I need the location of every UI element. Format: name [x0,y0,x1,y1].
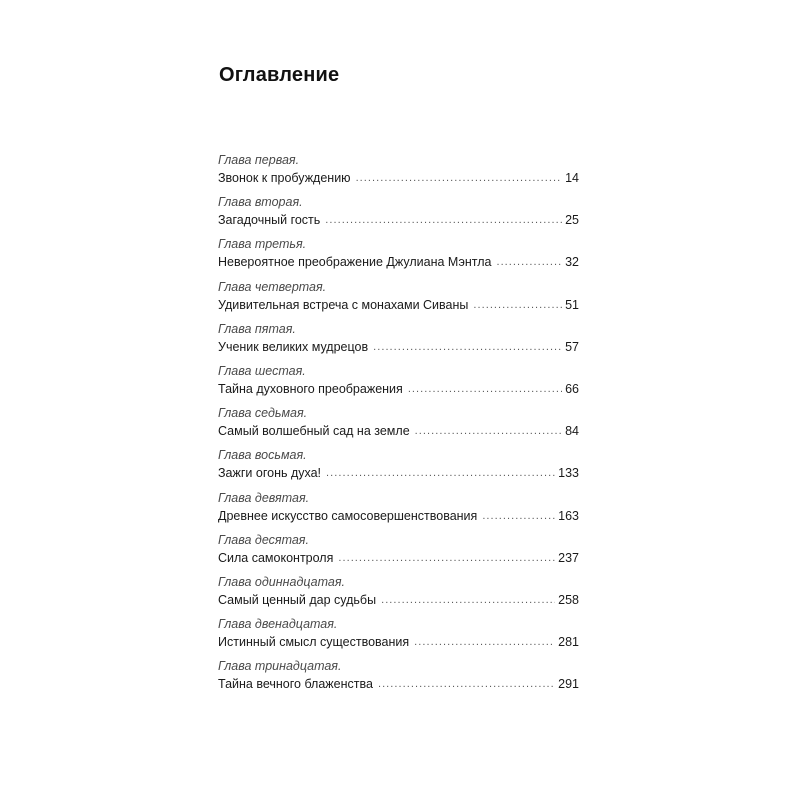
dot-leader [408,379,562,399]
toc-entry [218,405,579,447]
chapter-title: Сила самоконтроля [218,550,334,565]
dot-leader [482,506,555,526]
chapter-label: Глава седьмая. [218,406,308,421]
toc-entry [218,490,579,532]
chapter-title: Древнее искусство самосовершенствования [218,508,478,523]
toc-entry [218,532,579,574]
chapter-title: Ученик великих мудрецов [218,339,369,354]
dot-leader [473,295,562,315]
dot-leader [356,168,563,188]
table-of-contents [218,152,579,700]
chapter-label: Глава шестая. [218,363,306,378]
chapter-title: Невероятное преображение Джулиана Мэнтла [218,255,492,270]
dot-leader [496,252,562,272]
toc-entry [218,236,579,278]
toc-line [218,590,579,610]
chapter-label: Глава восьмая. [218,448,307,463]
chapter-label: Глава девятая. [218,490,310,505]
chapter-title: Загадочный гость [218,213,321,228]
toc-line [218,421,579,441]
toc-line [218,252,579,272]
dot-leader [373,337,562,357]
chapter-title: Тайна духовного преображения [218,381,403,396]
page-number: 66 [565,381,579,396]
toc-line [218,168,579,188]
chapter-label: Глава одиннадцатая. [218,574,345,589]
dot-leader [378,674,555,694]
chapter-label: Глава третья. [218,237,307,252]
page-number: 32 [565,255,579,270]
page-number: 133 [558,466,579,481]
chapter-title: Тайна вечного блаженства [218,677,373,692]
chapter-label: Глава двенадцатая. [218,617,338,632]
toc-line [218,337,579,357]
dot-leader [326,463,555,483]
dot-leader [325,210,562,230]
chapter-title: Самый ценный дар судьбы [218,592,377,607]
dot-leader [381,590,555,610]
toc-line [218,506,579,526]
toc-line [218,548,579,568]
chapter-label: Глава первая. [218,153,300,167]
toc-line [218,463,579,483]
toc-line [218,379,579,399]
chapter-label: Глава пятая. [218,321,296,336]
page-number: 258 [558,592,579,607]
chapter-label: Глава вторая. [218,195,303,210]
toc-entry [218,447,579,489]
chapter-title: Звонок к пробуждению [218,171,351,185]
dot-leader [338,548,555,568]
page-number: 291 [558,677,579,692]
toc-line [218,210,579,230]
chapter-title: Самый волшебный сад на земле [218,424,410,439]
page-number: 163 [558,508,579,523]
toc-line [218,295,579,315]
chapter-title: Удивительная встреча с монахами Сиваны [218,297,469,312]
chapter-label: Глава четвертая. [218,279,327,294]
chapter-label: Глава десятая. [218,532,309,547]
toc-entry [218,321,579,363]
page-number: 84 [565,424,579,439]
page-number: 25 [565,213,579,228]
page-title: Оглавление [219,64,340,86]
page-number: 237 [558,550,579,565]
toc-entry [218,574,579,616]
dot-leader [415,421,562,441]
dot-leader [414,632,555,652]
page-number: 14 [565,171,579,185]
page-number: 51 [565,297,579,312]
toc-entry [218,658,579,700]
page-number: 281 [558,635,579,650]
toc-entry [218,152,579,194]
toc-entry [218,194,579,236]
toc-line [218,674,579,694]
chapter-title: Зажги огонь духа! [218,466,322,481]
toc-entry [218,616,579,658]
chapter-label: Глава тринадцатая. [218,659,342,674]
toc-line [218,632,579,652]
chapter-title: Истинный смысл существования [218,635,410,650]
page-number: 57 [565,339,579,354]
toc-entry [218,363,579,405]
toc-entry [218,279,579,321]
